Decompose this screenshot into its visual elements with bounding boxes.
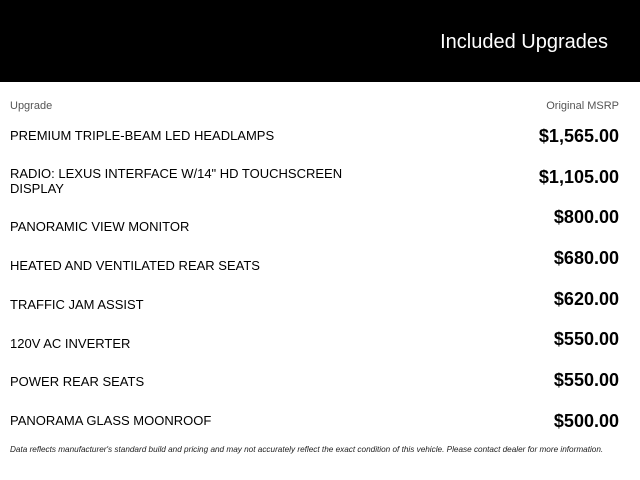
- disclaimer-text: Data reflects manufacturer's standard build and pricing and may not accurately reflect the exact condition of this vehicle. Please contact dealer for more information.: [10, 445, 604, 454]
- upgrade-name: PANORAMIC VIEW MONITOR: [10, 219, 190, 234]
- upgrade-price: $550.00: [553, 329, 619, 349]
- upgrade-price: $1,565.00: [538, 126, 619, 146]
- upgrade-price: $680.00: [553, 248, 619, 268]
- upgrade-price: $1,105.00: [538, 167, 619, 187]
- upgrade-price: $500.00: [553, 411, 619, 431]
- upgrade-name: HEATED AND VENTILATED REAR SEATS: [10, 258, 260, 273]
- page-title: Included Upgrades: [440, 31, 608, 53]
- upgrade-name: POWER REAR SEATS: [10, 374, 145, 389]
- column-header-upgrade: Upgrade: [10, 100, 53, 112]
- upgrade-price: $620.00: [553, 289, 619, 309]
- upgrade-name: RADIO: LEXUS INTERFACE W/14" HD TOUCHSCREEN DISPLAY: [10, 166, 343, 196]
- upgrade-price: $550.00: [553, 370, 619, 390]
- upgrade-name: PANORAMA GLASS MOONROOF: [10, 413, 212, 428]
- column-header-msrp: Original MSRP: [546, 100, 619, 112]
- upgrade-name: PREMIUM TRIPLE-BEAM LED HEADLAMPS: [10, 128, 275, 143]
- upgrade-name: 120V AC INVERTER: [10, 336, 131, 351]
- upgrade-price: $800.00: [553, 207, 619, 227]
- upgrade-name: TRAFFIC JAM ASSIST: [10, 297, 144, 312]
- header-banner: [0, 0, 640, 82]
